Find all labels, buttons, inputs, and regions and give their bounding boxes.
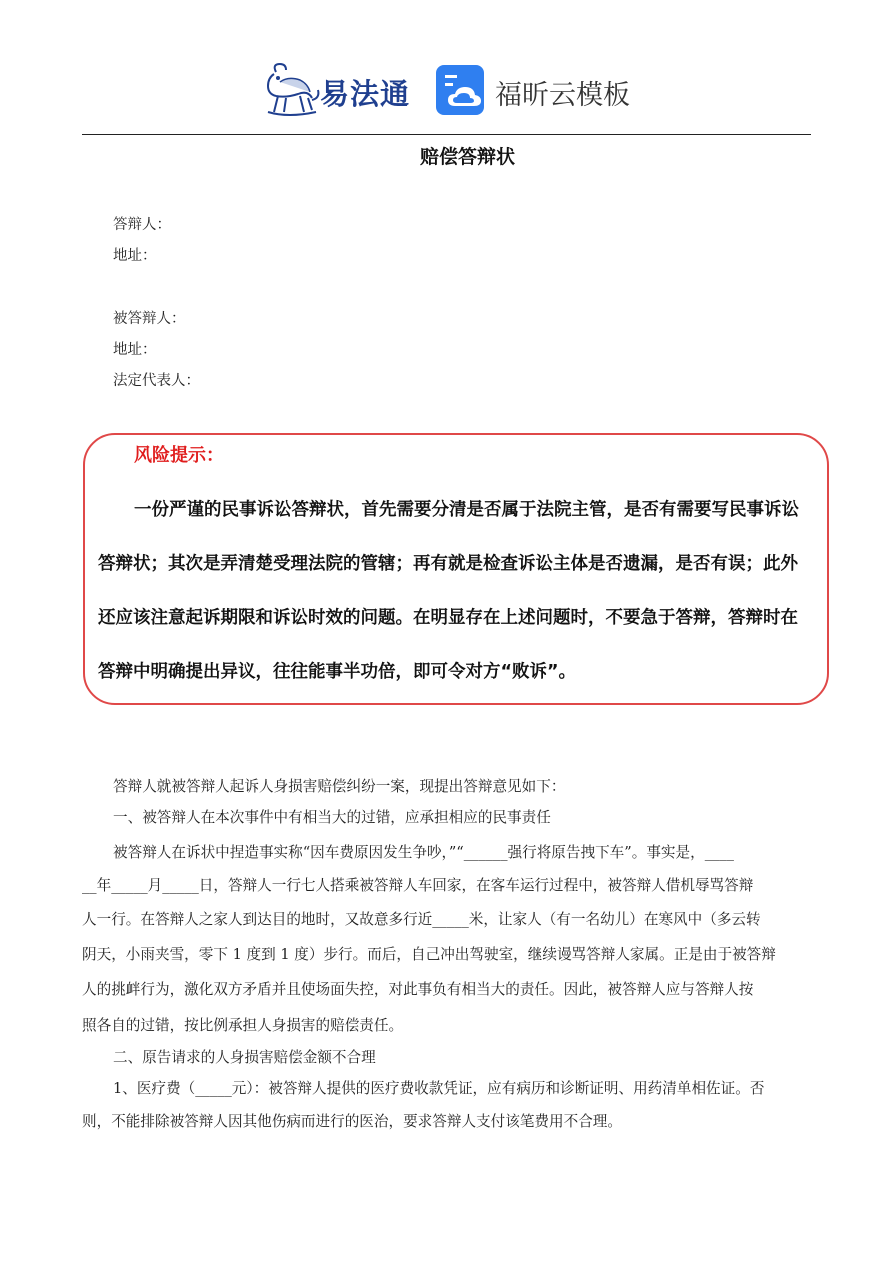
respondent-label: 答辩人： (113, 217, 171, 233)
qilin-mascot-icon (262, 60, 322, 120)
page-header (0, 0, 893, 134)
risk-notice-line: 一份严谨的民事诉讼答辩状，首先需要分清是否属于法院主管，是否有需要写民事诉讼 (134, 500, 799, 520)
body-paragraph-line: 答辩人就被答辩人起诉人身损害赔偿纠纷一案，现提出答辩意见如下： (113, 778, 566, 795)
body-paragraph-line: 则，不能排除被答辩人因其他伤病而进行的医治，要求答辩人支付该笔费用不合理。 (82, 1113, 622, 1130)
yifatong-logo-text: 易法通 (320, 77, 411, 111)
defendant-address-label: 地址： (113, 342, 157, 358)
document-title: 赔偿答辩状 (419, 146, 515, 168)
body-paragraph-line: 阴天，小雨夹雪，零下 1 度到 1 度）步行。而后，自己冲出驾驶室，继续谩骂答辩人家属。正是由于被答辩 (82, 946, 776, 963)
respondent-address-label: 地址： (113, 248, 157, 264)
risk-notice-line: 答辩状；其次是弄清楚受理法院的管辖；再有就是检查诉讼主体是否遗漏，是否有误；此外 (98, 554, 798, 574)
body-paragraph-line: 1、医疗费（_____元）：被答辩人提供的医疗费收款凭证，应有病历和诊断证明、用药清单相佐证。否 (113, 1080, 765, 1097)
body-paragraph-line: __年_____月_____日，答辩人一行七人搭乘被答辩人车回家，在客车运行过程中，被答辩人借机辱骂答辩 (82, 877, 754, 894)
defendant-label: 被答辩人： (113, 311, 186, 327)
header-divider (82, 134, 811, 135)
body-paragraph-line: 人的挑衅行为，激化双方矛盾并且使场面失控，对此事负有相当大的责任。因此，被答辩人应与答辩人按 (82, 981, 754, 998)
body-paragraph-line: 照各自的过错，按比例承担人身损害的赔偿责任。 (82, 1017, 404, 1034)
body-paragraph-line: 被答辩人在诉状中捏造事实称“因车费原因发生争吵，”“______强行将原告拽下车”。事实是，____ (113, 844, 734, 861)
risk-notice-title: 风险提示： (134, 445, 224, 466)
cloud-document-icon (435, 64, 485, 116)
yifatong-logo (262, 60, 422, 120)
fuxin-logo (435, 64, 635, 120)
body-paragraph-line: 人一行。在答辩人之家人到达目的地时，又故意多行近_____米，让家人（有一名幼儿）在寒风中（多云转 (82, 911, 761, 928)
legal-representative-label: 法定代表人： (113, 373, 200, 389)
risk-notice-line: 答辩中明确提出异议，往往能事半功倍，即可令对方“败诉”。 (98, 662, 577, 682)
section-heading: 一、被答辩人在本次事件中有相当大的过错，应承担相应的民事责任 (113, 809, 551, 826)
risk-notice-line: 还应该注意起诉期限和诉讼时效的问题。在明显存在上述问题时，不要急于答辩，答辩时在 (98, 608, 798, 628)
fuxin-logo-text: 福昕云模板 (495, 80, 630, 111)
section-heading: 二、原告请求的人身损害赔偿金额不合理 (113, 1049, 376, 1066)
